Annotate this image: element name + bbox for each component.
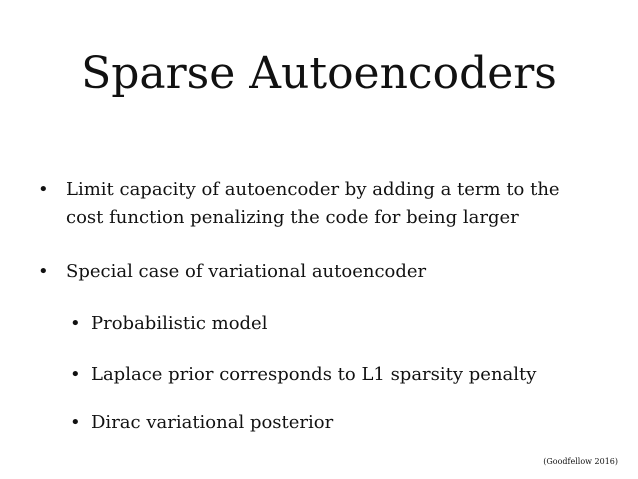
bullet-dot-icon: •: [70, 364, 81, 385]
sub-bullet-text: Probabilistic model: [91, 313, 268, 334]
sub-bullet-item: [70, 409, 590, 437]
bullet-dot-icon: •: [70, 313, 81, 334]
sub-bullet-text: Dirac variational posterior: [91, 412, 334, 433]
slide-title: Sparse Autoencoders: [81, 48, 557, 99]
sub-bullet-item: [70, 361, 590, 389]
bullet-dot-icon: •: [38, 261, 49, 282]
citation: (Goodfellow 2016): [543, 457, 618, 466]
sub-bullet-item: [70, 310, 590, 338]
sub-bullet-text: Laplace prior corresponds to L1 sparsity penalty: [91, 364, 537, 385]
bullet-text: Special case of variational autoencoder: [66, 261, 427, 282]
bullet-item: [38, 258, 598, 286]
bullet-item: [38, 176, 598, 232]
bullet-dot-icon: •: [70, 412, 81, 433]
bullet-text: Limit capacity of autoencoder by adding a term to the cost function penalizing the code for being larger: [66, 179, 560, 228]
bullet-dot-icon: •: [38, 179, 49, 200]
